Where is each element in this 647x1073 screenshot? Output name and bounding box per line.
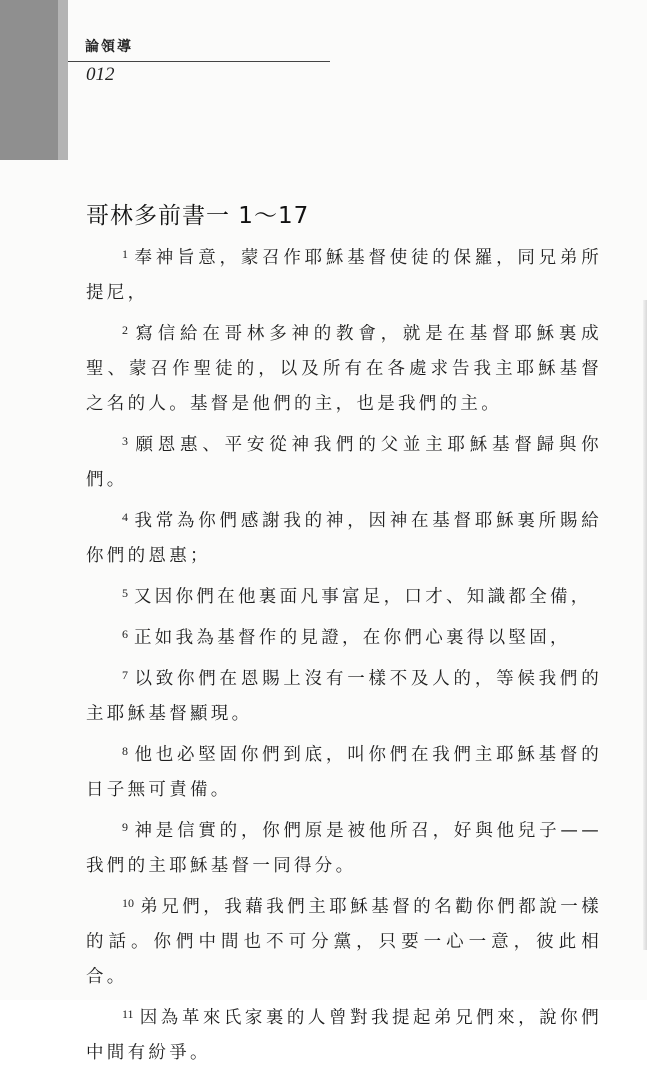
section-title: 哥林多前書一 1～17 (86, 203, 310, 230)
verse (86, 810, 602, 884)
verse (86, 576, 602, 615)
verse-text: 因為革來氏家裏的人曾對我提起弟兄們來，說你們中間有紛爭。 (86, 1008, 602, 1063)
verse-number: 2 (122, 323, 128, 337)
verse-text: 以致你們在恩賜上沒有一樣不及人的，等候我們的主耶穌基督顯現。 (86, 669, 602, 724)
verse (86, 658, 602, 732)
verse (86, 237, 602, 311)
page-number: 012 (86, 64, 115, 85)
verse (86, 734, 602, 808)
verse-text: 寫信給在哥林多神的教會，就是在基督耶穌裏成聖、蒙召作聖徒的，以及所有在各處求告我主耶穌基督之名的人。基督是他們的主，也是我們的主。 (86, 324, 602, 414)
scripture-body (86, 237, 602, 1073)
verse (86, 500, 602, 574)
verse (86, 313, 602, 422)
header-rule (68, 61, 330, 62)
verse-text: 又因你們在他裏面凡事富足，口才、知識都全備， (134, 587, 592, 607)
verse-number: 4 (122, 510, 128, 524)
page-edge-shadow (643, 300, 647, 950)
verse (86, 997, 602, 1071)
verse-number: 7 (122, 668, 128, 682)
verse-number: 3 (122, 434, 128, 448)
verse (86, 886, 602, 995)
verse-number: 5 (122, 586, 128, 600)
header-tab-bar (0, 0, 68, 160)
verse-text: 正如我為基督作的見證，在你們心裏得以堅固， (134, 628, 571, 648)
verse-text: 神是信實的，你們原是被他所召，好與他兒子——我們的主耶穌基督一同得分。 (86, 821, 602, 876)
running-head: 論領導 (85, 39, 133, 55)
verse-number: 6 (122, 627, 128, 641)
verse (86, 617, 602, 656)
verse-number: 1 (122, 247, 128, 261)
verse-text: 願恩惠、平安從神我們的父並主耶穌基督歸與你們。 (86, 435, 602, 490)
verse-text: 奉神旨意，蒙召作耶穌基督使徒的保羅，同兄弟所提尼， (86, 248, 602, 303)
verse-text: 我常為你們感謝我的神，因神在基督耶穌裏所賜給你們的恩惠； (86, 511, 602, 566)
verse-number: 8 (122, 744, 128, 758)
verse-number: 9 (122, 820, 128, 834)
verse-number: 11 (122, 1007, 134, 1021)
verse-text: 他也必堅固你們到底，叫你們在我們主耶穌基督的日子無可責備。 (86, 745, 602, 800)
verse-number: 10 (122, 896, 134, 910)
verse-text: 弟兄們，我藉我們主耶穌基督的名勸你們都說一樣的話。你們中間也不可分黨，只要一心一意，彼此相合。 (86, 897, 602, 987)
verse (86, 424, 602, 498)
